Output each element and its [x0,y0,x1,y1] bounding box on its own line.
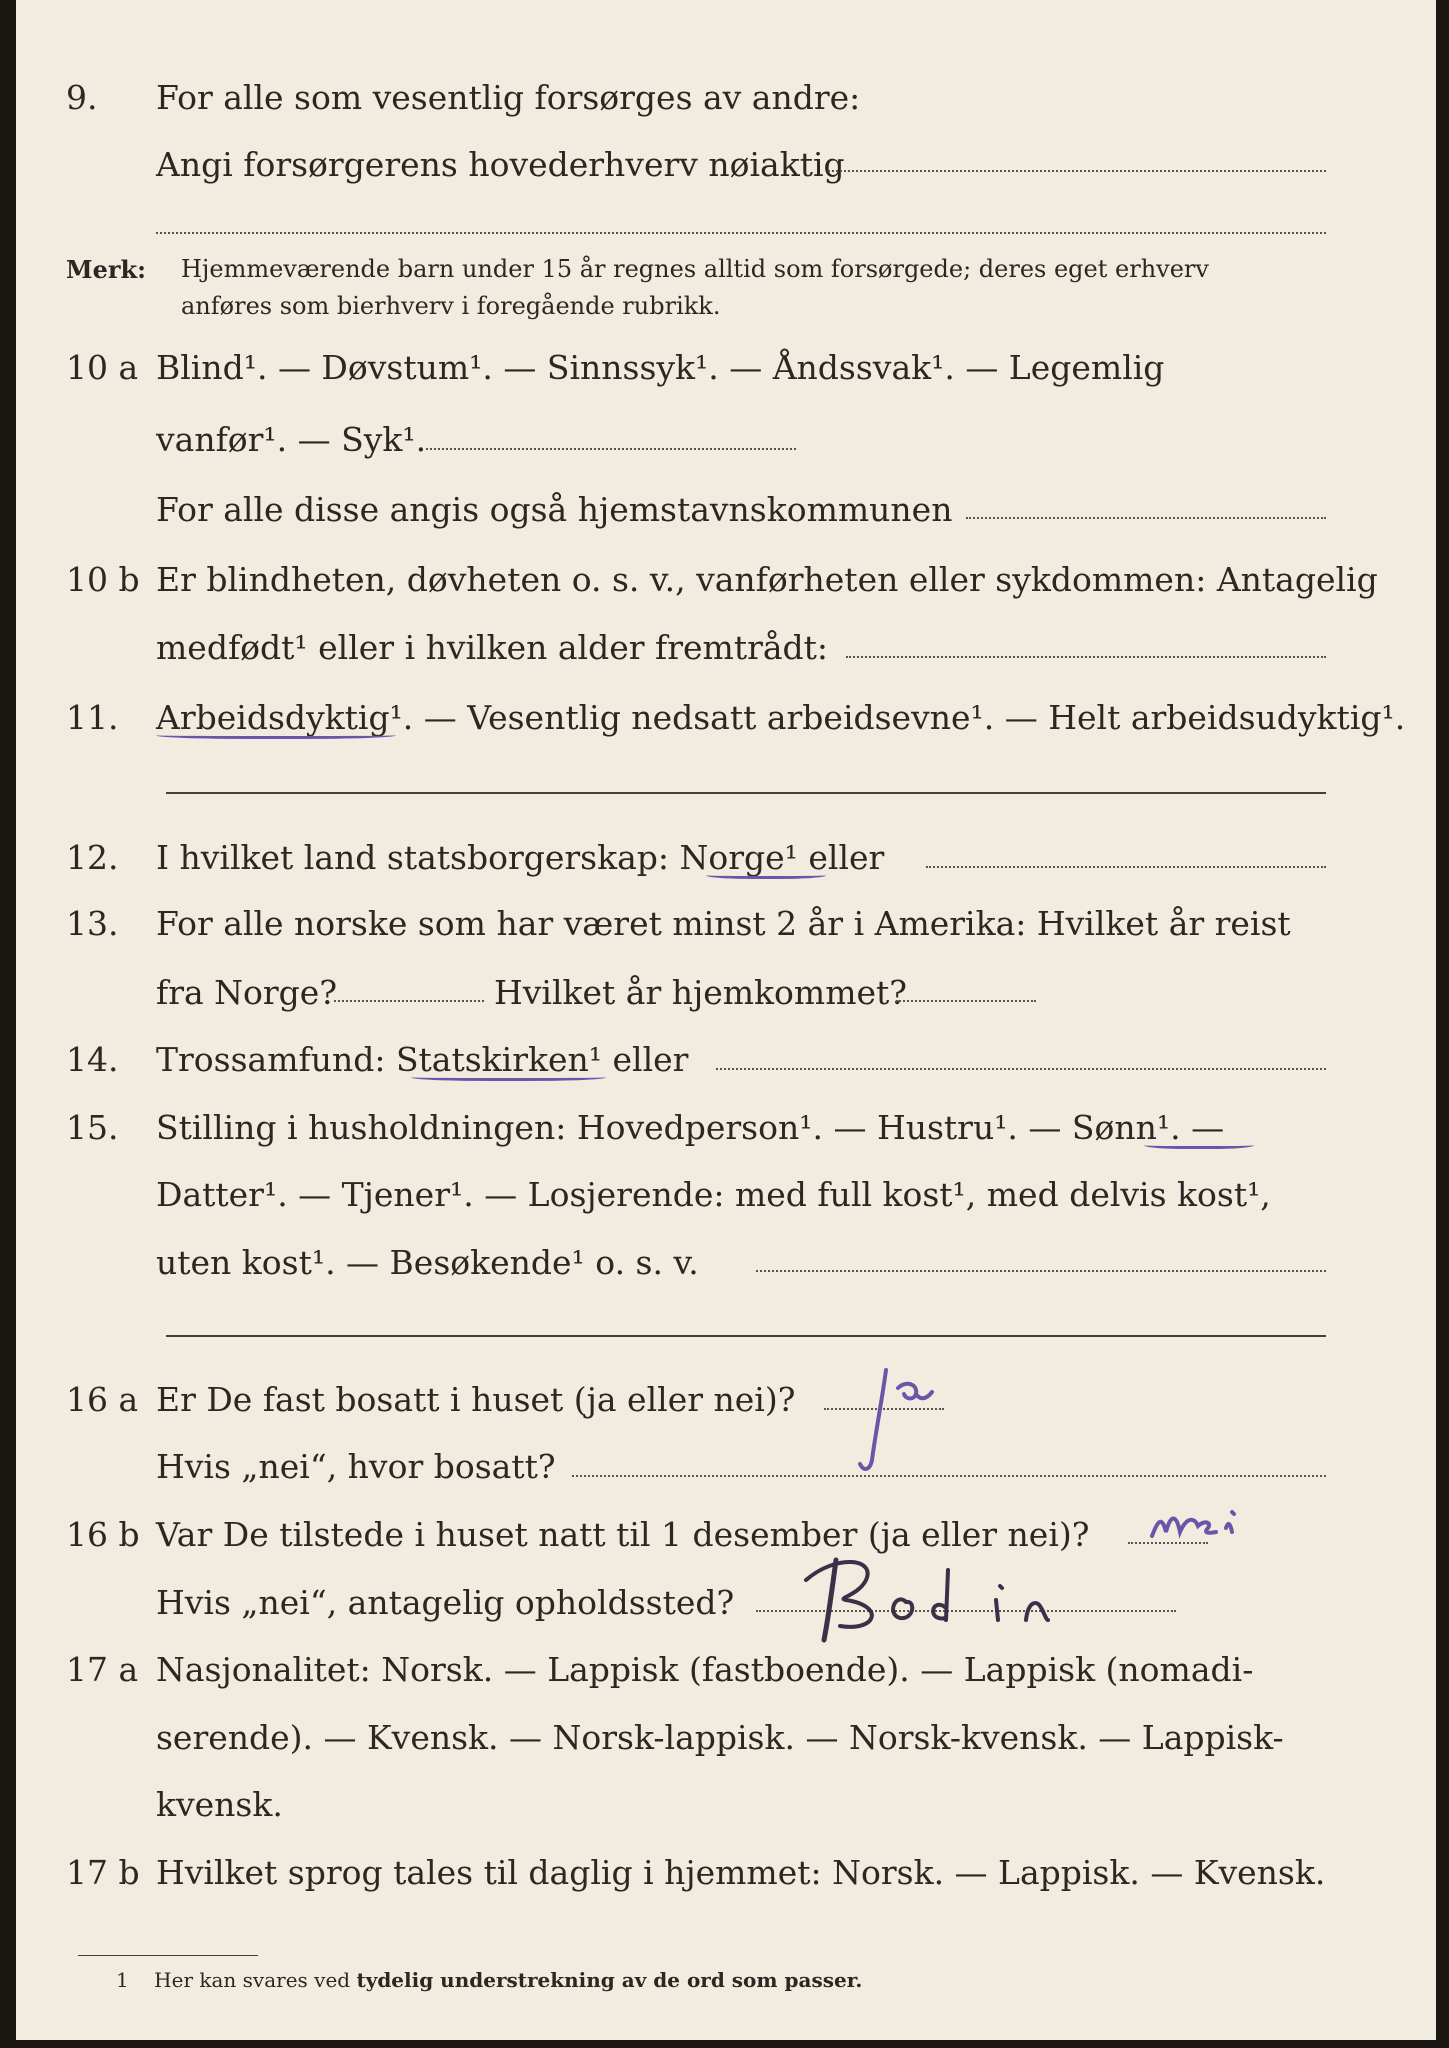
question-17a-line-2: serende). — Kvensk. — Norsk-lappisk. — Norsk-kvensk. — Lappisk- [156,1718,1284,1757]
note-line-2: anføres som bierhverv i foregående rubrikk. [181,292,721,320]
question-number: 9. [66,78,98,117]
question-15-line-3: uten kost¹. — Besøkende¹ o. s. v. [156,1243,699,1282]
question-15-line-1: Stilling i husholdningen: Hovedperson¹. — Hustru¹. — Sønn¹. — [156,1108,1225,1147]
note-block [66,255,146,284]
census-form-page [16,0,1436,2040]
question-number: 17 a [66,1650,139,1689]
answer-field-10a-kommune[interactable] [966,517,1326,519]
question-number: 16 b [66,1515,140,1554]
handwritten-answer-bodin [796,1540,1216,1650]
question-number: 13. [66,904,119,943]
answer-field-14[interactable] [716,1068,1326,1070]
question-10a-line-2: vanfør¹. — Syk¹. [156,420,427,459]
question-16b-line-1: Var De tilstede i huset natt til 1 desember (ja eller nei)? [156,1515,1090,1554]
question-number: 16 a [66,1380,139,1419]
note-label: Merk: [66,255,146,284]
question-number: 15. [66,1108,119,1147]
section-divider [166,792,1326,794]
answer-field-13-reist[interactable] [334,1000,484,1002]
question-16b-line-2: Hvis „nei“, antagelig opholdssted? [156,1583,735,1622]
handwritten-underline-statskirken [411,1072,606,1081]
question-13-line-2a: fra Norge? [156,973,338,1012]
answer-field-15[interactable] [756,1270,1326,1272]
footnote-divider [78,1955,258,1956]
question-12-line-1: I hvilket land statsborgerskap: Norge¹ eller [156,838,885,877]
handwritten-underline-arbeidsdyktig [156,730,396,739]
question-number: 17 b [66,1853,140,1892]
question-number: 14. [66,1040,119,1079]
question-16a-line-2: Hvis „nei“, hvor bosatt? [156,1447,556,1486]
answer-field-13-hjemkommet[interactable] [896,1000,1036,1002]
question-number: 10 b [66,560,140,599]
footnote [116,1968,862,1992]
question-14-line-1: Trossamfund: Statskirken¹ eller [156,1040,689,1079]
question-17a-line-3: kvensk. [156,1785,283,1824]
question-17a-line-1: Nasjonalitet: Norsk. — Lappisk (fastboende). — Lappisk (nomadi- [156,1650,1254,1689]
answer-field-10b[interactable] [846,656,1326,658]
question-13-line-2b: Hvilket år hjemkommet? [494,973,907,1012]
question-13-line-1: For alle norske som har været minst 2 år i Amerika: Hvilket år reist [156,904,1291,943]
footnote-mark: 1 [116,1968,129,1992]
question-16a-line-1: Er De fast bosatt i huset (ja eller nei)? [156,1380,796,1419]
question-10b-line-1: Er blindheten, døvheten o. s. v., vanførheten eller sykdommen: Antagelig [156,560,1378,599]
note-line-1: Hjemmeværende barn under 15 år regnes alltid som forsørgede; deres eget erhverv [181,255,1209,283]
answer-field-10a[interactable] [426,448,796,450]
handwritten-underline-norge [706,870,826,879]
question-10b-line-2: medfødt¹ eller i hvilken alder fremtrådt: [156,628,829,667]
footnote-text-b: tydelig understrekning av de ord som passer. [356,1968,863,1992]
question-10a-line-3: For alle disse angis også hjemstavnskommunen [156,490,953,529]
handwritten-answer-ja [846,1360,956,1480]
question-number: 10 a [66,348,139,387]
section-divider [166,1335,1326,1337]
handwritten-underline-sonn [1144,1140,1254,1149]
footnote-text-a: Her kan svares ved [154,1968,351,1992]
question-10a-line-1: Blind¹. — Døvstum¹. — Sinnssyk¹. — Åndssvak¹. — Legemlig [156,348,1165,387]
question-number: 11. [66,698,119,737]
question-15-line-2: Datter¹. — Tjener¹. — Losjerende: med full kost¹, med delvis kost¹, [156,1175,1271,1214]
question-17b-line-1: Hvilket sprog tales til daglig i hjemmet: Norsk. — Lappisk. — Kvensk. [156,1853,1326,1892]
answer-field-9[interactable] [828,170,1326,172]
question-9-line-2: Angi forsørgerens hovederhverv nøiaktig [156,145,845,184]
question-11-line-1: Arbeidsdyktig¹. — Vesentlig nedsatt arbeidsevne¹. — Helt arbeidsudyktig¹. [156,698,1406,737]
answer-field-12[interactable] [926,866,1326,868]
question-number: 12. [66,838,119,877]
answer-field-16a-bosatt[interactable] [572,1475,1326,1477]
question-9-line-1: For alle som vesentlig forsørges av andre: [156,78,861,117]
answer-field-9-extra[interactable] [156,232,1326,234]
